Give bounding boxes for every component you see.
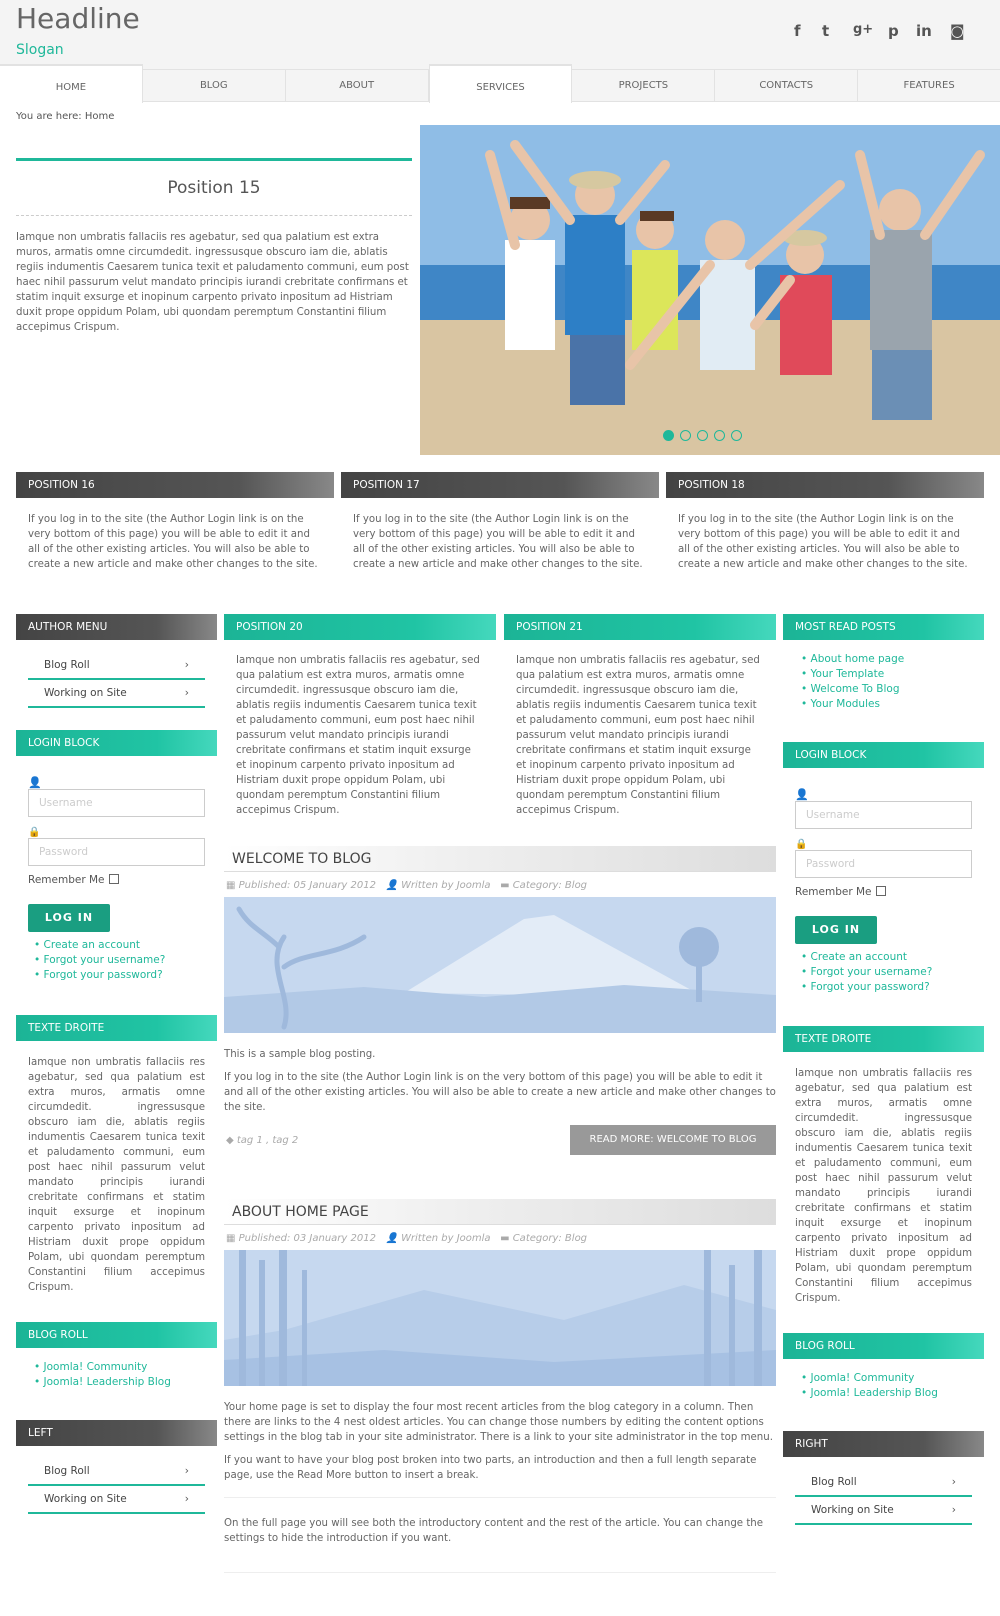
position17-title: POSITION 17 [341, 472, 659, 498]
joomla-leadership-link[interactable]: • Joomla! Leadership Blog [34, 1375, 217, 1390]
position18-module [666, 472, 984, 572]
nav-contacts[interactable]: CONTACTS [715, 70, 858, 101]
left-username-input[interactable]: Username [28, 789, 205, 817]
position18-title: POSITION 18 [666, 472, 984, 498]
position15-divider [16, 215, 412, 216]
lock-icon: 🔒 [28, 827, 41, 838]
slider-dots [663, 430, 742, 441]
position20-module [224, 614, 496, 818]
nav-features[interactable]: FEATURES [903, 80, 955, 91]
most-read-link-about-home[interactable]: • About home page [801, 652, 984, 667]
right-menu-item-working-on-site[interactable] [795, 1497, 972, 1525]
position20-title: POSITION 20 [224, 614, 496, 640]
chevron-right-icon: › [951, 1476, 956, 1488]
article2-paragraph2: If you want to have your blog post broken into two parts, an introduction and then a full length separate page, use the Read More button to insert a break. [224, 1455, 757, 1481]
user-icon: 👤 [28, 776, 42, 789]
position16-text: If you log in to the site (the Author Login link is on the very bottom of this page) you will be able to edit it and all of the other existing articles. You will also be able to create a new article and make other changes to the site. [28, 514, 318, 570]
most-read-title: MOST READ POSTS [783, 614, 984, 640]
right-texte-title: TEXTE DROITE [783, 1026, 984, 1052]
left-texte-title: TEXTE DROITE [16, 1015, 217, 1041]
left-login-module [16, 730, 217, 983]
article2-paragraph3: On the full page you will see both the introductory content and the rest of the article. You can change the settings to hide the introduction if you want. [224, 1518, 764, 1544]
left-texte-text: Iamque non umbratis fallaciis res agebatur, sed qua palatium est extra muros, armatis omne circumdedit. ingressusque obscuro iam die, ablatis regiis indumentis Caesarem tunica texit et paludamento communi, eum post haec nihil passurum velut mandato principis iurandi crebritate confirmans et statim inquit exsurge et inopinum carpento privato inpositum ad Histriam duxit prope oppidum Polam, ubi quondam peremptum Constantini filium accepimus Crispum. [28, 1057, 205, 1293]
article1-category: Category: Blog [512, 880, 588, 891]
create-account-link[interactable]: • Create an account [34, 938, 205, 953]
pinterest-icon[interactable]: p [888, 22, 899, 40]
joomla-leadership-link[interactable]: • Joomla! Leadership Blog [801, 1386, 984, 1401]
left-login-button[interactable]: LOG IN [28, 904, 110, 932]
article1-body: If you log in to the site (the Author Login link is on the very bottom of this page) you will be able to edit it and all of the other existing articles. You will also be able to create a new article and make other changes to the site. [224, 1072, 776, 1113]
most-read-link-your-template[interactable]: • Your Template [801, 667, 984, 682]
position17-text: If you log in to the site (the Author Login link is on the very bottom of this page) you will be able to edit it and all of the other existing articles. You will also be able to create a new article and make other changes to the site. [353, 514, 643, 570]
facebook-icon[interactable]: f [794, 22, 801, 40]
right-login-title: LOGIN BLOCK [783, 742, 984, 768]
position21-text: Iamque non umbratis fallaciis res agebatur, sed qua palatium est extra muros, armatis omne circumdedit. ingressusque obscuro iam die, ablatis regiis indumentis Caesarem tunica texit et paludamento communi, eum post haec nihil passurum velut mandato principis iurandi crebritate confirmans et statim inquit exsurge et inopinum carpento privato inpositum ad Histriam duxit prope oppidum Polam, ubi quondam peremptum Constantini filium accepimus Crispum. [516, 655, 760, 816]
lock-icon: 🔒 [795, 839, 808, 850]
right-menu-title: RIGHT [783, 1431, 984, 1457]
folder-icon: ▬ [493, 880, 513, 891]
forgot-password-link[interactable]: • Forgot your password? [34, 968, 205, 983]
slider-dot[interactable] [680, 430, 691, 441]
position17-module [341, 472, 659, 572]
position15-accent-bar [16, 158, 412, 161]
right-blogroll-module [783, 1333, 984, 1401]
breadcrumb-label: You are here: [16, 111, 82, 122]
site-headline[interactable]: Headline [16, 2, 140, 35]
chevron-right-icon: › [184, 659, 189, 671]
joomla-community-link[interactable]: • Joomla! Community [801, 1371, 984, 1386]
article2-category: Category: Blog [512, 1233, 588, 1244]
user-icon: 👤 [795, 788, 809, 801]
folder-icon: ▬ [493, 1233, 513, 1244]
most-read-module [783, 614, 984, 712]
twitter-icon[interactable]: t [822, 22, 830, 40]
breadcrumb-current[interactable]: Home [84, 111, 115, 122]
menu-item-label: Working on Site [44, 1493, 127, 1505]
most-read-link-your-modules[interactable]: • Your Modules [801, 697, 984, 712]
article1-published: Published: 05 January 2012 [238, 880, 376, 891]
remember-me-checkbox[interactable] [876, 886, 886, 896]
right-texte-module [783, 1026, 984, 1306]
breadcrumb [16, 111, 114, 122]
user-icon: 👤 [379, 1233, 402, 1244]
article-welcome-to-blog [224, 846, 776, 1161]
left-menu-item-blog-roll[interactable] [28, 1458, 205, 1486]
article2-paragraph1: Your home page is set to display the four most recent articles from the blog category in a column. Then there are links to the 4 nest oldest articles. You can change those numbers by editing the content options settings in the blog tab in your site administrator. There is a link to your site administrator in the top menu. [224, 1402, 773, 1443]
left-menu-module [16, 1420, 217, 1514]
remember-me-label: Remember Me [795, 886, 872, 898]
tag-icon: ◆ [226, 1135, 237, 1146]
left-blogroll-module [16, 1322, 217, 1390]
left-password-input[interactable]: Password [28, 838, 205, 866]
position21-title: POSITION 21 [504, 614, 776, 640]
forgot-password-link[interactable]: • Forgot your password? [801, 980, 972, 995]
instagram-icon[interactable]: ◙ [950, 22, 965, 40]
article2-author: Written by Joomla [401, 1233, 491, 1244]
menu-item-label: Working on Site [811, 1504, 894, 1516]
calendar-icon: ▦ [226, 880, 239, 891]
forgot-username-link[interactable]: • Forgot your username? [34, 953, 205, 968]
position18-text: If you log in to the site (the Author Login link is on the very bottom of this page) you will be able to edit it and all of the other existing articles. You will also be able to create a new article and make other changes to the site. [678, 514, 968, 570]
article2-image [224, 1250, 776, 1386]
linkedin-icon[interactable]: in [916, 22, 932, 40]
slider-dot-active[interactable] [663, 430, 674, 441]
menu-item-label: Working on Site [44, 687, 127, 699]
right-menu-module [783, 1431, 984, 1525]
chevron-right-icon: › [184, 1493, 189, 1505]
site-slogan: Slogan [16, 42, 64, 58]
slider-dot[interactable] [714, 430, 725, 441]
slider-dot[interactable] [697, 430, 708, 441]
article1-intro: This is a sample blog posting. [224, 1049, 376, 1060]
remember-me-checkbox[interactable] [109, 874, 119, 884]
most-read-link-welcome-to-blog[interactable]: • Welcome To Blog [801, 682, 984, 697]
right-blogroll-title: BLOG ROLL [783, 1333, 984, 1359]
article-about-home-page [224, 1199, 776, 1573]
article2-published: Published: 03 January 2012 [238, 1233, 376, 1244]
author-menu-item-blog-roll[interactable] [28, 652, 205, 680]
hero-slider[interactable] [420, 125, 1000, 455]
position16-module [16, 472, 334, 572]
author-menu-title: AUTHOR MENU [16, 614, 217, 640]
nav-services[interactable]: SERVICES [429, 64, 573, 103]
remember-me-label: Remember Me [28, 874, 105, 886]
position21-module [504, 614, 776, 818]
left-blogroll-title: BLOG ROLL [16, 1322, 217, 1348]
main-nav [0, 69, 1000, 102]
google-plus-icon[interactable]: g+ [853, 22, 874, 37]
nav-about[interactable]: ABOUT [286, 70, 429, 101]
create-account-link[interactable]: • Create an account [801, 950, 972, 965]
chevron-right-icon: › [951, 1504, 956, 1516]
nav-home[interactable]: HOME [0, 64, 143, 103]
position15-text: Iamque non umbratis fallaciis res agebatur, sed qua palatium est extra muros, armatis omne circumdedit. ingressusque obscuro iam die, ablatis regiis indumentis Caesarem tunica texit et paludamento communi, eum post haec nihil passurum velut mandato principis iurandi crebritate confirmans et statim inquit exsurge et inopinum carpento privato inpositum ad Histriam duxit prope oppidum Polam, ubi quondam peremptum Constantini filium accepimus Crispum. [16, 232, 409, 333]
nav-blog[interactable]: BLOG [143, 70, 286, 101]
author-menu-item-working-on-site[interactable] [28, 680, 205, 708]
author-menu-module [16, 614, 217, 708]
right-login-module [783, 742, 984, 995]
position16-title: POSITION 16 [16, 472, 334, 498]
chevron-right-icon: › [184, 1465, 189, 1477]
menu-item-label: Blog Roll [811, 1476, 857, 1488]
right-password-input[interactable]: Password [795, 850, 972, 878]
position15-title: Position 15 [167, 178, 261, 198]
hero-image [420, 125, 1000, 455]
article1-image [224, 897, 776, 1033]
article1-author: Written by Joomla [401, 880, 491, 891]
right-login-button[interactable]: LOG IN [795, 916, 877, 944]
position20-text: Iamque non umbratis fallaciis res agebatur, sed qua palatium est extra muros, armatis omne circumdedit. ingressusque obscuro iam die, ablatis regiis indumentis Caesarem tunica texit et paludamento communi, eum post haec nihil passurum velut mandato principis iurandi crebritate confirmans et statim inquit exsurge et inopinum carpento privato inpositum ad Histriam duxit prope oppidum Polam, ubi quondam peremptum Constantini filium accepimus Crispum. [236, 655, 480, 816]
chevron-right-icon: › [184, 687, 189, 699]
right-menu-item-blog-roll[interactable] [795, 1469, 972, 1497]
joomla-community-link[interactable]: • Joomla! Community [34, 1360, 217, 1375]
menu-item-label: Blog Roll [44, 1465, 90, 1477]
article1-tags[interactable]: tag 1 , tag 2 [236, 1135, 299, 1146]
forgot-username-link[interactable]: • Forgot your username? [801, 965, 972, 980]
left-menu-title: LEFT [16, 1420, 217, 1446]
right-username-input[interactable]: Username [795, 801, 972, 829]
nav-projects[interactable]: PROJECTS [572, 70, 715, 101]
user-icon: 👤 [379, 880, 402, 891]
article2-title[interactable]: ABOUT HOME PAGE [224, 1199, 776, 1225]
left-login-title: LOGIN BLOCK [16, 730, 217, 756]
article1-readmore-button[interactable]: READ MORE: WELCOME TO BLOG [570, 1125, 776, 1155]
calendar-icon: ▦ [226, 1233, 239, 1244]
article1-title[interactable]: WELCOME TO BLOG [224, 846, 776, 872]
slider-dot[interactable] [731, 430, 742, 441]
menu-item-label: Blog Roll [44, 659, 90, 671]
right-texte-text: Iamque non umbratis fallaciis res agebatur, sed qua palatium est extra muros, armatis omne circumdedit. ingressusque obscuro iam die, ablatis regiis indumentis Caesarem tunica texit et paludamento communi, eum post haec nihil passurum velut mandato principis iurandi crebritate confirmans et statim inquit exsurge et inopinum carpento privato inpositum ad Histriam duxit prope oppidum Polam, ubi quondam peremptum Constantini filium accepimus Crispum. [795, 1068, 972, 1304]
left-menu-item-working-on-site[interactable] [28, 1486, 205, 1514]
left-texte-module [16, 1015, 217, 1295]
